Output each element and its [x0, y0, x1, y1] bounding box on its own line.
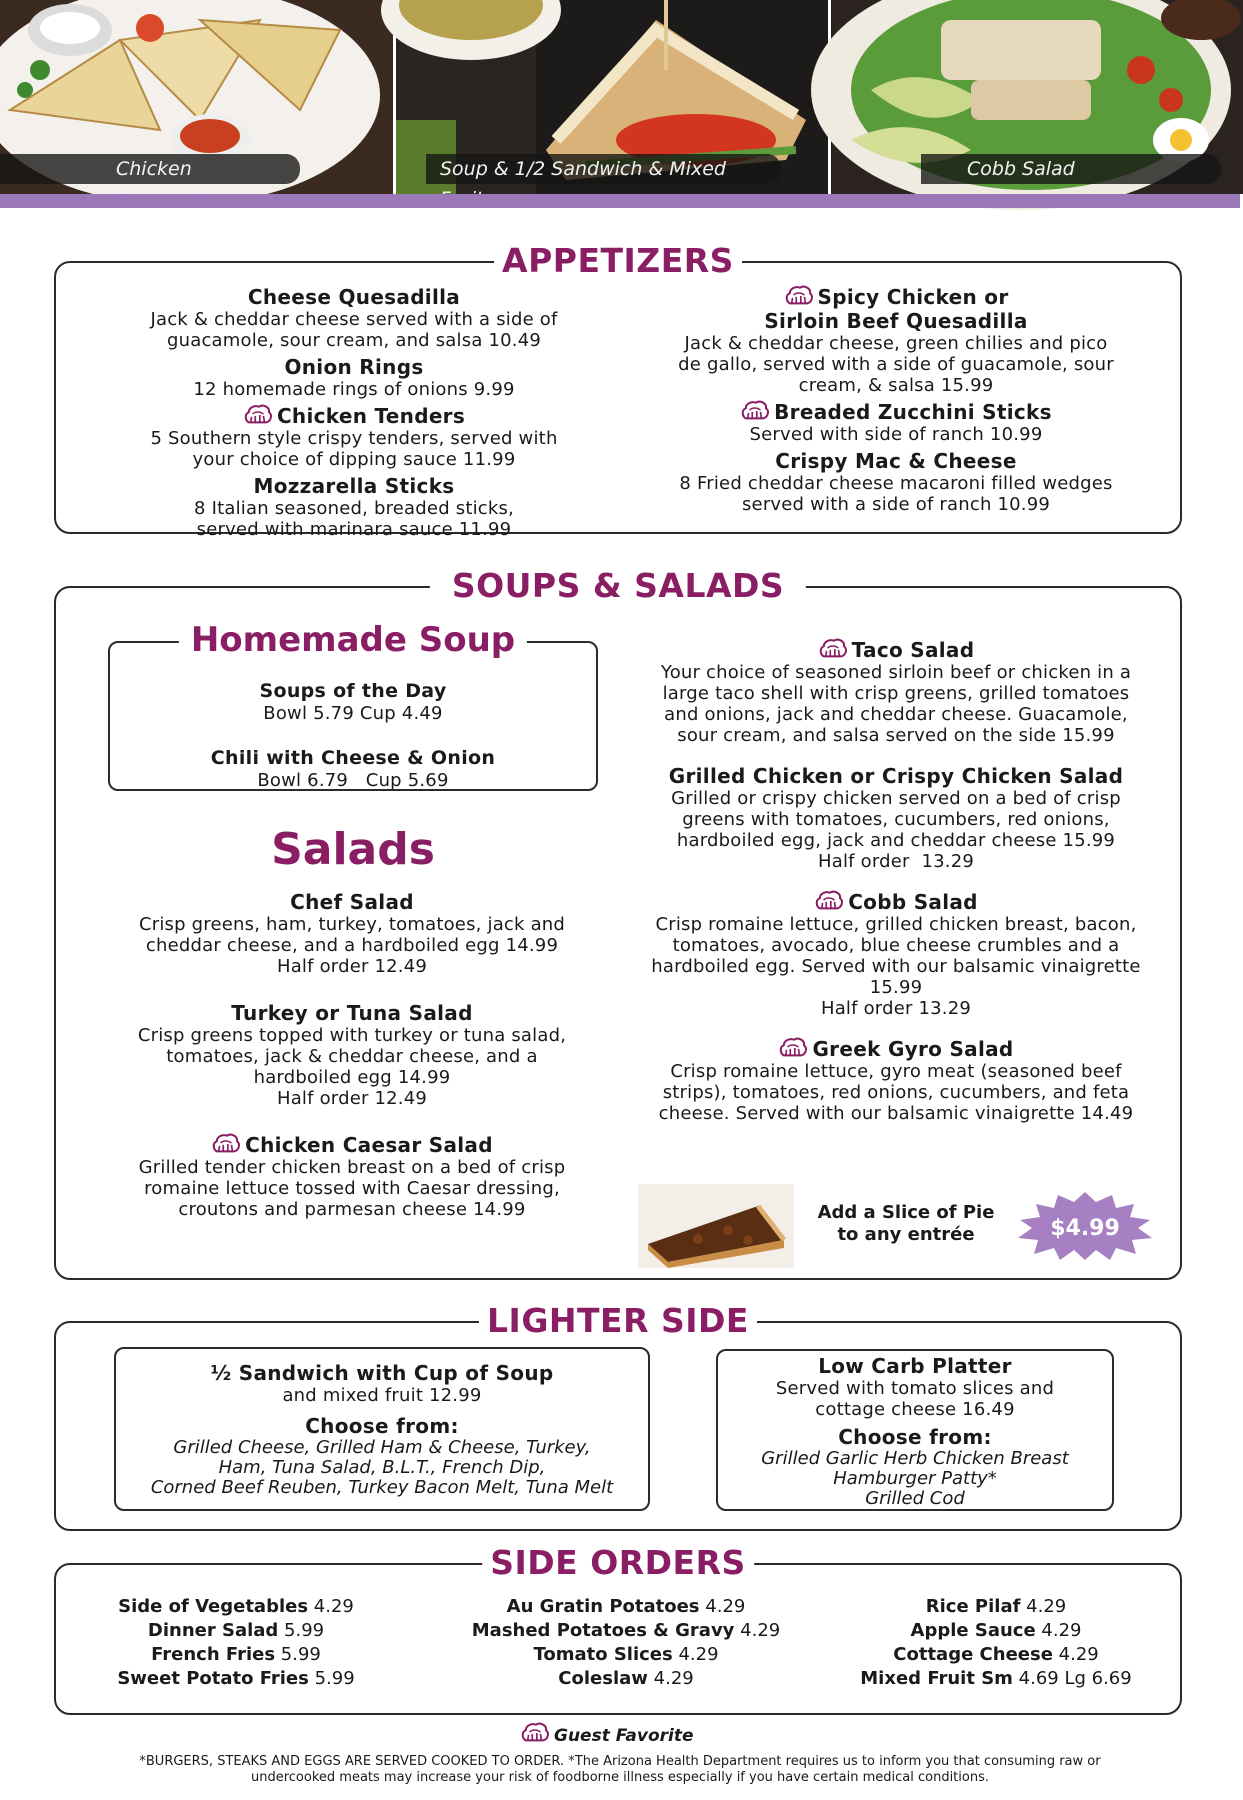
- side-item: Cottage Cheese 4.29: [893, 1644, 1099, 1665]
- menu-item: [636, 1037, 1156, 1124]
- item-name-row: [636, 1037, 1156, 1061]
- soup-list: [110, 679, 596, 791]
- side-item: Sweet Potato Fries 5.99: [117, 1668, 355, 1689]
- photo-caption: Chicken: [0, 154, 300, 184]
- item-desc: Crisp romaine lettuce, gyro meat (seasoned beef strips), tomatoes, red onions, cucumbers, and feta cheese. Served with our balsamic vinaigrette 14.49: [658, 1061, 1134, 1124]
- item-desc: 12 homemade rings of onions 9.99: [193, 379, 515, 400]
- photo-strip: [0, 0, 1240, 194]
- side-column-3: [836, 1595, 1156, 1691]
- item-name: Chicken Caesar Salad: [245, 1133, 493, 1157]
- side-item: Apple Sauce 4.29: [910, 1620, 1082, 1641]
- item-name: Chicken Tenders: [276, 404, 466, 428]
- item-desc: Served with tomato slices and cottage cheese 16.49: [775, 1378, 1055, 1420]
- item-desc: Your choice of seasoned sirloin beef or chicken in a large taco shell with crisp greens, grilled tomatoes and onions, jack and cheddar cheese. Guacamole, sour cream, and salsa served on the side 15.99: [660, 662, 1132, 746]
- item-name: Cheese Quesadilla: [247, 285, 461, 309]
- side-item: Mashed Potatoes & Gravy 4.29: [471, 1620, 781, 1641]
- side-item: Au Gratin Potatoes 4.29: [506, 1596, 746, 1617]
- legend-label: Guest Favorite: [554, 1726, 694, 1746]
- guest-favorite-icon: [243, 404, 273, 426]
- item-name: Onion Rings: [284, 355, 424, 379]
- side-item: Dinner Salad 5.99: [147, 1620, 325, 1641]
- side-item: Mixed Fruit Sm 4.69 Lg 6.69: [860, 1668, 1132, 1689]
- item-name: Taco Salad: [851, 638, 975, 662]
- side-item: Tomato Slices 4.29: [533, 1644, 719, 1665]
- item-desc: Crisp greens topped with turkey or tuna salad, tomatoes, jack & cheddar cheese, and a hardboiled egg 14.99: [137, 1025, 567, 1088]
- item-desc: Crisp romaine lettuce, grilled chicken breast, bacon, tomatoes, avocado, blue cheese crumbles and a hardboiled egg. Served with our balsamic vinaigrette 15.99: [651, 914, 1141, 998]
- menu-item: [646, 449, 1146, 515]
- item-desc: 5 Southern style crispy tenders, served with your choice of dipping sauce 11.99: [150, 428, 558, 470]
- side-orders-section: [54, 1543, 1182, 1715]
- item-name-row: [646, 400, 1146, 424]
- menu-item: [646, 285, 1146, 396]
- choose-label: Choose from:: [305, 1414, 459, 1438]
- item-name: Chili with Cheese & Onion: [210, 747, 496, 769]
- menu-item: [114, 474, 594, 540]
- disclaimer: *BURGERS, STEAKS AND EGGS ARE SERVED COOKED TO ORDER. *The Arizona Health Department requires us to inform you that consuming raw or undercooked meats may increase your risk of foodborne illness especially if you have certain medical conditions.: [139, 1754, 1101, 1785]
- item-name: Chef Salad: [290, 890, 414, 914]
- photo-cobb-salad: [828, 0, 1240, 194]
- soup-title: Homemade Soup: [179, 618, 527, 662]
- item-name: Turkey or Tuna Salad: [231, 1001, 473, 1025]
- option-line: Grilled Cod: [865, 1488, 965, 1509]
- menu-item: [112, 890, 592, 977]
- item-desc: Grilled or crispy chicken served on a bed of crisp greens with tomatoes, cucumbers, red onions, hardboiled egg, jack and cheddar cheese 15.99: [671, 788, 1121, 851]
- item-name: ½ Sandwich with Cup of Soup: [210, 1361, 554, 1385]
- item-name: Crispy Mac & Cheese: [775, 449, 1017, 473]
- section-title: APPETIZERS: [494, 241, 742, 281]
- item-name: Grilled Chicken or Crispy Chicken Salad: [668, 764, 1124, 788]
- item-half-order: Half order 13.29: [818, 851, 974, 872]
- item-desc: Jack & cheddar cheese, green chilies and pico de gallo, served with a side of guacamole, sour cream, & salsa 15.99: [678, 333, 1114, 396]
- item-name: Breaded Zucchini Sticks: [774, 400, 1052, 424]
- item-name-row: [112, 1133, 592, 1157]
- guest-favorite-icon: [814, 890, 844, 912]
- guest-favorite-icon: [211, 1133, 241, 1155]
- pie-price: $4.99: [1050, 1216, 1120, 1241]
- salads-left-column: [112, 890, 592, 1224]
- guest-favorite-icon: [778, 1037, 808, 1059]
- side-item: Rice Pilaf 4.29: [925, 1596, 1067, 1617]
- guest-favorite-legend: [520, 1722, 694, 1746]
- pie-offer-line2: to any entrée: [837, 1224, 975, 1245]
- option-line: Corned Beef Reuben, Turkey Bacon Melt, Tuna Melt: [150, 1477, 614, 1498]
- side-item: Side of Vegetables 4.29: [118, 1596, 354, 1617]
- item-desc: and mixed fruit 12.99: [282, 1385, 482, 1406]
- accent-bar: [0, 194, 1240, 208]
- item-name-row: [636, 638, 1156, 662]
- pie-price-burst: [1016, 1190, 1154, 1262]
- homemade-soup-box: [108, 620, 598, 791]
- menu-item: [646, 400, 1146, 445]
- low-carb-platter-box: [716, 1349, 1114, 1511]
- lighter-side-section: [54, 1301, 1182, 1531]
- guest-favorite-icon: [520, 1722, 550, 1744]
- item-half-order: Half order 12.49: [276, 956, 428, 977]
- item-desc: Grilled tender chicken breast on a bed of crisp romaine lettuce tossed with Caesar dressing, croutons and parmesan cheese 14.99: [138, 1157, 566, 1220]
- menu-item: [636, 764, 1156, 872]
- menu-item: [114, 404, 594, 470]
- menu-item: [636, 890, 1156, 1019]
- item-name-row: [636, 890, 1156, 914]
- side-column-1: [86, 1595, 386, 1691]
- option-line: Hamburger Patty*: [833, 1468, 997, 1489]
- item-name: Spicy Chicken or Sirloin Beef Quesadilla: [764, 285, 1028, 333]
- side-item: French Fries 5.99: [151, 1644, 321, 1665]
- item-name: Greek Gyro Salad: [812, 1037, 1014, 1061]
- choose-label: Choose from:: [838, 1425, 992, 1449]
- item-name-row: [746, 285, 1046, 333]
- item-desc: 8 Italian seasoned, breaded sticks, served with marinara sauce 11.99: [194, 498, 514, 540]
- item-half-order: Half order 12.49: [276, 1088, 428, 1109]
- section-title: SOUPS & SALADS: [430, 566, 806, 606]
- sandwich-soup-box: [114, 1347, 650, 1511]
- item-price: Bowl 6.79 Cup 5.69: [257, 770, 449, 791]
- pie-offer: [796, 1202, 1016, 1246]
- guest-favorite-icon: [784, 285, 814, 307]
- item-desc: Served with side of ranch 10.99: [749, 424, 1043, 445]
- appetizers-right-column: [646, 285, 1146, 519]
- photo-soup-sandwich: [393, 0, 828, 194]
- item-half-order: Half order 13.29: [820, 998, 972, 1019]
- menu-item: [636, 638, 1156, 746]
- side-column-2: [436, 1595, 816, 1691]
- salads-right-column: [636, 638, 1156, 1128]
- option-line: Ham, Tuna Salad, B.L.T., French Dip,: [218, 1457, 546, 1478]
- appetizers-section: [54, 241, 1182, 540]
- item-desc: Jack & cheddar cheese served with a side of guacamole, sour cream, and salsa 10.49: [150, 309, 558, 351]
- menu-item: [112, 1133, 592, 1220]
- item-name: Mozzarella Sticks: [253, 474, 455, 498]
- salads-title: Salads: [271, 824, 435, 875]
- item-name-row: [114, 404, 594, 428]
- soups-salads-section: [54, 566, 1182, 1280]
- photo-caption: Cobb Salad: [921, 154, 1221, 184]
- pie-offer-line1: Add a Slice of Pie: [817, 1202, 995, 1223]
- menu-item: [112, 1001, 592, 1109]
- option-line: Grilled Cheese, Grilled Ham & Cheese, Turkey,: [173, 1437, 591, 1458]
- guest-favorite-icon: [740, 400, 770, 422]
- section-title: LIGHTER SIDE: [479, 1301, 757, 1341]
- appetizers-left-column: [114, 285, 594, 544]
- option-line: Grilled Garlic Herb Chicken Breast: [761, 1448, 1069, 1469]
- side-item: Coleslaw 4.29: [558, 1668, 694, 1689]
- item-desc: Crisp greens, ham, turkey, tomatoes, jack and cheddar cheese, and a hardboiled egg 14.99: [138, 914, 566, 956]
- guest-favorite-icon: [818, 638, 848, 660]
- item-name: Low Carb Platter: [818, 1354, 1012, 1378]
- section-title: SIDE ORDERS: [482, 1543, 754, 1583]
- item-name: Cobb Salad: [848, 890, 978, 914]
- pie-image: [638, 1184, 794, 1268]
- item-price: Bowl 5.79 Cup 4.49: [263, 703, 443, 724]
- photo-caption: Soup & 1/2 Sandwich & Mixed: [426, 154, 781, 184]
- photo-chicken-quesadilla: [0, 0, 393, 194]
- menu-item: [114, 285, 594, 351]
- menu-item: [114, 355, 594, 400]
- item-name: Soups of the Day: [259, 680, 447, 702]
- item-desc: 8 Fried cheddar cheese macaroni filled wedges served with a side of ranch 10.99: [679, 473, 1113, 515]
